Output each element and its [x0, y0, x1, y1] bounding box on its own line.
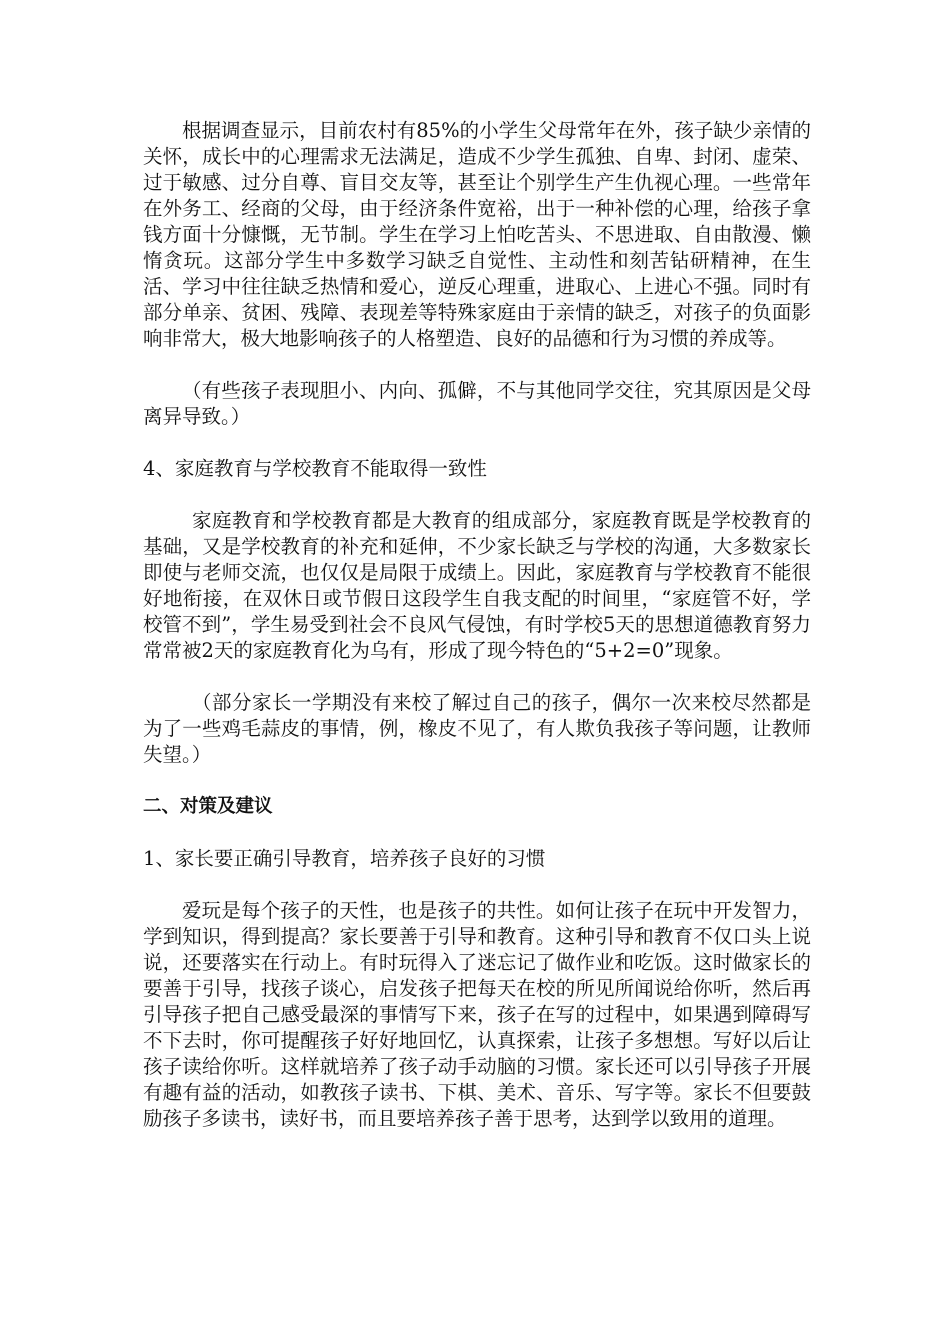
subheading-guide-education: 1、家长要正确引导教育，培养孩子良好的习惯 [143, 847, 546, 870]
subheading-family-school-consistency: 4、家庭教育与学校教育不能取得一致性 [143, 457, 487, 480]
paragraph-note-parents-visits: （部分家长一学期没有来校了解过自己的孩子，偶尔一次来校尽然都是为了一些鸡毛蒜皮的事情，例，橡皮不见了，有人欺负我孩子等问题，让教师失望。） [143, 691, 811, 766]
paragraph-play-and-habits: 爱玩是每个孩子的天性，也是孩子的共性。如何让孩子在玩中开发智力，学到知识，得到提高？家长要善于引导和教育。这种引导和教育不仅口头上说说，还要落实在行动上。有时玩得入了迷忘记了做作业和吃饭。这时做家长的要善于引导，找孩子谈心，启发孩子把每天在校的所见所闻说给你听，然后再引导孩子把自己感受最深的事情写下来，孩子在写的过程中，如果遇到障碍写不下去时，你可提醒孩子好好地回忆，认真探索，让孩子多想想。写好以后让孩子读给你听。这样就培养了孩子动手动脑的习惯。家长还可以引导孩子开展有趣有益的活动，如教孩子读书、下棋、美术、音乐、写字等。家长不但要鼓励孩子多读书，读好书，而且要培养孩子善于思考，达到学以致用的道理。 [143, 899, 811, 1130]
paragraph-survey-findings: 根据调查显示，目前农村有85%的小学生父母常年在外，孩子缺少亲情的关怀，成长中的心理需求无法满足，造成不少学生孤独、自卑、封闭、虚荣、过于敏感、过分自尊、盲目交友等，甚至让个别学生产生仇视心理。一些常年在外务工、经商的父母，由于经济条件宽裕，出于一种补偿的心理，给孩子拿钱方面十分慷慨，无节制。学生在学习上怕吃苦头、不思进取、自由散漫、懒惰贪玩。这部分学生中多数学习缺乏自觉性、主动性和刻苦钻研精神，在生活、学习中往往缺乏热情和爱心，逆反心理重，进取心、上进心不强。同时有部分单亲、贫困、残障、表现差等特殊家庭由于亲情的缺乏，对孩子的负面影响非常大，极大地影响孩子的人格塑造、良好的品德和行为习惯的养成等。 [143, 119, 811, 350]
document-page [143, 118, 811, 1132]
paragraph-family-school-education: 家庭教育和学校教育都是大教育的组成部分，家庭教育既是学校教育的基础，又是学校教育的补充和延伸，不少家长缺乏与学校的沟通，大多数家长即使与老师交流，也仅仅是局限于成绩上。因此，家庭教育与学校教育不能很好地衔接，在双休日或节假日这段学生自我支配的时间里，“家庭管不好，学校管不到”，学生易受到社会不良风气侵蚀，有时学校5天的思想道德教育努力常常被2天的家庭教育化为乌有，形成了现今特色的“5+2=0”现象。 [143, 509, 811, 662]
paragraph-note-timid-children: （有些孩子表现胆小、内向、孤僻，不与其他同学交往，究其原因是父母离异导致。） [143, 379, 811, 428]
section-heading-countermeasures: 二、对策及建议 [143, 796, 273, 817]
